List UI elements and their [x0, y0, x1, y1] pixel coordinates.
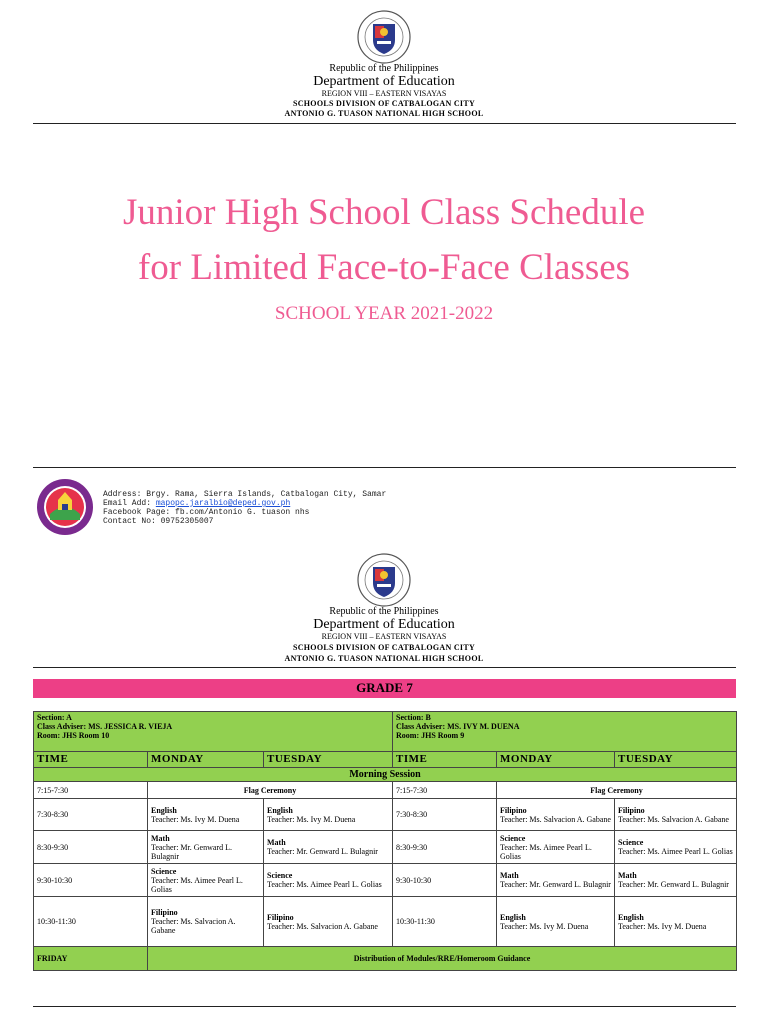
class-cell: Filipino Teacher: Ms. Salvacion A. Gabane — [615, 799, 737, 831]
flag-time-a: 7:15-7:30 — [34, 782, 148, 799]
table-row — [34, 831, 737, 864]
deped-seal-icon — [357, 10, 411, 64]
republic-line: Republic of the Philippines — [329, 63, 439, 74]
class-cell: Math Teacher: Mr. Genward L. Bulagnir — [615, 864, 737, 897]
department-line: Department of Education — [313, 74, 455, 89]
class-cell: Science Teacher: Ms. Aimee Pearl L. Golias — [497, 831, 615, 864]
class-cell: Filipino Teacher: Ms. Salvacion A. Gabane — [264, 897, 393, 947]
school-line: ANTONIO G. TUASON NATIONAL HIGH SCHOOL — [284, 109, 484, 118]
division-line: SCHOOLS DIVISION OF CATBALOGAN CITY — [292, 99, 476, 108]
section-a-info — [34, 712, 393, 752]
section-b-room: Room: JHS Room 9 — [396, 731, 465, 740]
class-cell: English Teacher: Ms. Ivy M. Duena — [264, 799, 393, 831]
bottom-divider — [33, 1006, 736, 1007]
department-line-2: Department of Education — [313, 617, 455, 632]
flag-ceremony-a: Flag Ceremony — [148, 782, 393, 799]
header-divider — [33, 123, 736, 124]
school-line-2: ANTONIO G. TUASON NATIONAL HIGH SCHOOL — [284, 654, 484, 663]
class-cell: English Teacher: Ms. Ivy M. Duena — [148, 799, 264, 831]
flag-ceremony-b: Flag Ceremony — [497, 782, 737, 799]
contact-email-row — [103, 499, 290, 508]
time-cell: 10:30-11:30 — [393, 897, 497, 947]
table-row — [34, 799, 737, 831]
contact-facebook: Facebook Page: fb.com/Antonio G. tuason nhs — [103, 508, 310, 517]
grade-banner: GRADE 7 — [33, 679, 736, 698]
section-a-adviser: Class Adviser: MS. JESSICA R. VIEJA — [37, 722, 173, 731]
col-tuesday-a: TUESDAY — [264, 752, 393, 768]
section-b-adviser: Class Adviser: MS. IVY M. DUENA — [396, 722, 520, 731]
class-cell: Filipino Teacher: Ms. Salvacion A. Gabane — [148, 897, 264, 947]
class-cell: Science Teacher: Ms. Aimee Pearl L. Golias — [615, 831, 737, 864]
class-cell: English Teacher: Ms. Ivy M. Duena — [615, 897, 737, 947]
time-cell: 7:30-8:30 — [34, 799, 148, 831]
division-line-2: SCHOOLS DIVISION OF CATBALOGAN CITY — [292, 643, 476, 652]
schedule-table — [33, 711, 737, 971]
title-line-2: for Limited Face-to-Face Classes — [137, 247, 631, 288]
flag-time-b: 7:15-7:30 — [393, 782, 497, 799]
section-b-label: Section: B — [396, 713, 431, 722]
col-time-a: TIME — [34, 752, 148, 768]
time-cell: 9:30-10:30 — [393, 864, 497, 897]
section-b-info — [393, 712, 737, 752]
class-cell: English Teacher: Ms. Ivy M. Duena — [497, 897, 615, 947]
deped-seal-icon-2 — [357, 553, 411, 607]
class-cell: Science Teacher: Ms. Aimee Pearl L. Golias — [264, 864, 393, 897]
time-cell: 8:30-9:30 — [34, 831, 148, 864]
time-cell: 10:30-11:30 — [34, 897, 148, 947]
region-line: REGION VIII – EASTERN VISAYAS — [321, 89, 447, 98]
col-monday-b: MONDAY — [497, 752, 615, 768]
class-cell: Science Teacher: Ms. Aimee Pearl L. Golias — [148, 864, 264, 897]
footer-divider — [33, 467, 736, 468]
table-row — [34, 897, 737, 947]
time-cell: 8:30-9:30 — [393, 831, 497, 864]
section-a-label: Section: A — [37, 713, 72, 722]
friday-activity: Distribution of Modules/RRE/Homeroom Guidance — [148, 947, 737, 971]
class-cell: Math Teacher: Mr. Genward L. Bulagnir — [148, 831, 264, 864]
title-line-1: Junior High School Class Schedule — [122, 192, 646, 233]
contact-address: Address: Brgy. Rama, Sierra Islands, Catbalogan City, Samar — [103, 490, 387, 499]
class-cell: Math Teacher: Mr. Genward L. Bulagnir — [264, 831, 393, 864]
header-divider-2 — [33, 667, 736, 668]
time-cell: 9:30-10:30 — [34, 864, 148, 897]
session-label: Morning Session — [34, 768, 737, 782]
section-a-room: Room: JHS Room 10 — [37, 731, 110, 740]
friday-label: FRIDAY — [34, 947, 148, 971]
time-cell: 7:30-8:30 — [393, 799, 497, 831]
region-line-2: REGION VIII – EASTERN VISAYAS — [321, 632, 447, 641]
email-link[interactable]: mapopc.jaralbio@deped.gov.ph — [155, 499, 291, 508]
class-cell: Math Teacher: Mr. Genward L. Bulagnir — [497, 864, 615, 897]
republic-line-2: Republic of the Philippines — [329, 606, 439, 617]
school-logo-icon — [36, 478, 94, 536]
col-monday-a: MONDAY — [148, 752, 264, 768]
col-time-b: TIME — [393, 752, 497, 768]
contact-number: Contact No: 09752305007 — [103, 517, 214, 526]
class-cell: Filipino Teacher: Ms. Salvacion A. Gabane — [497, 799, 615, 831]
col-tuesday-b: TUESDAY — [615, 752, 737, 768]
table-row — [34, 864, 737, 897]
school-year: SCHOOL YEAR 2021-2022 — [274, 303, 494, 324]
email-label: Email Add: — [103, 499, 152, 508]
